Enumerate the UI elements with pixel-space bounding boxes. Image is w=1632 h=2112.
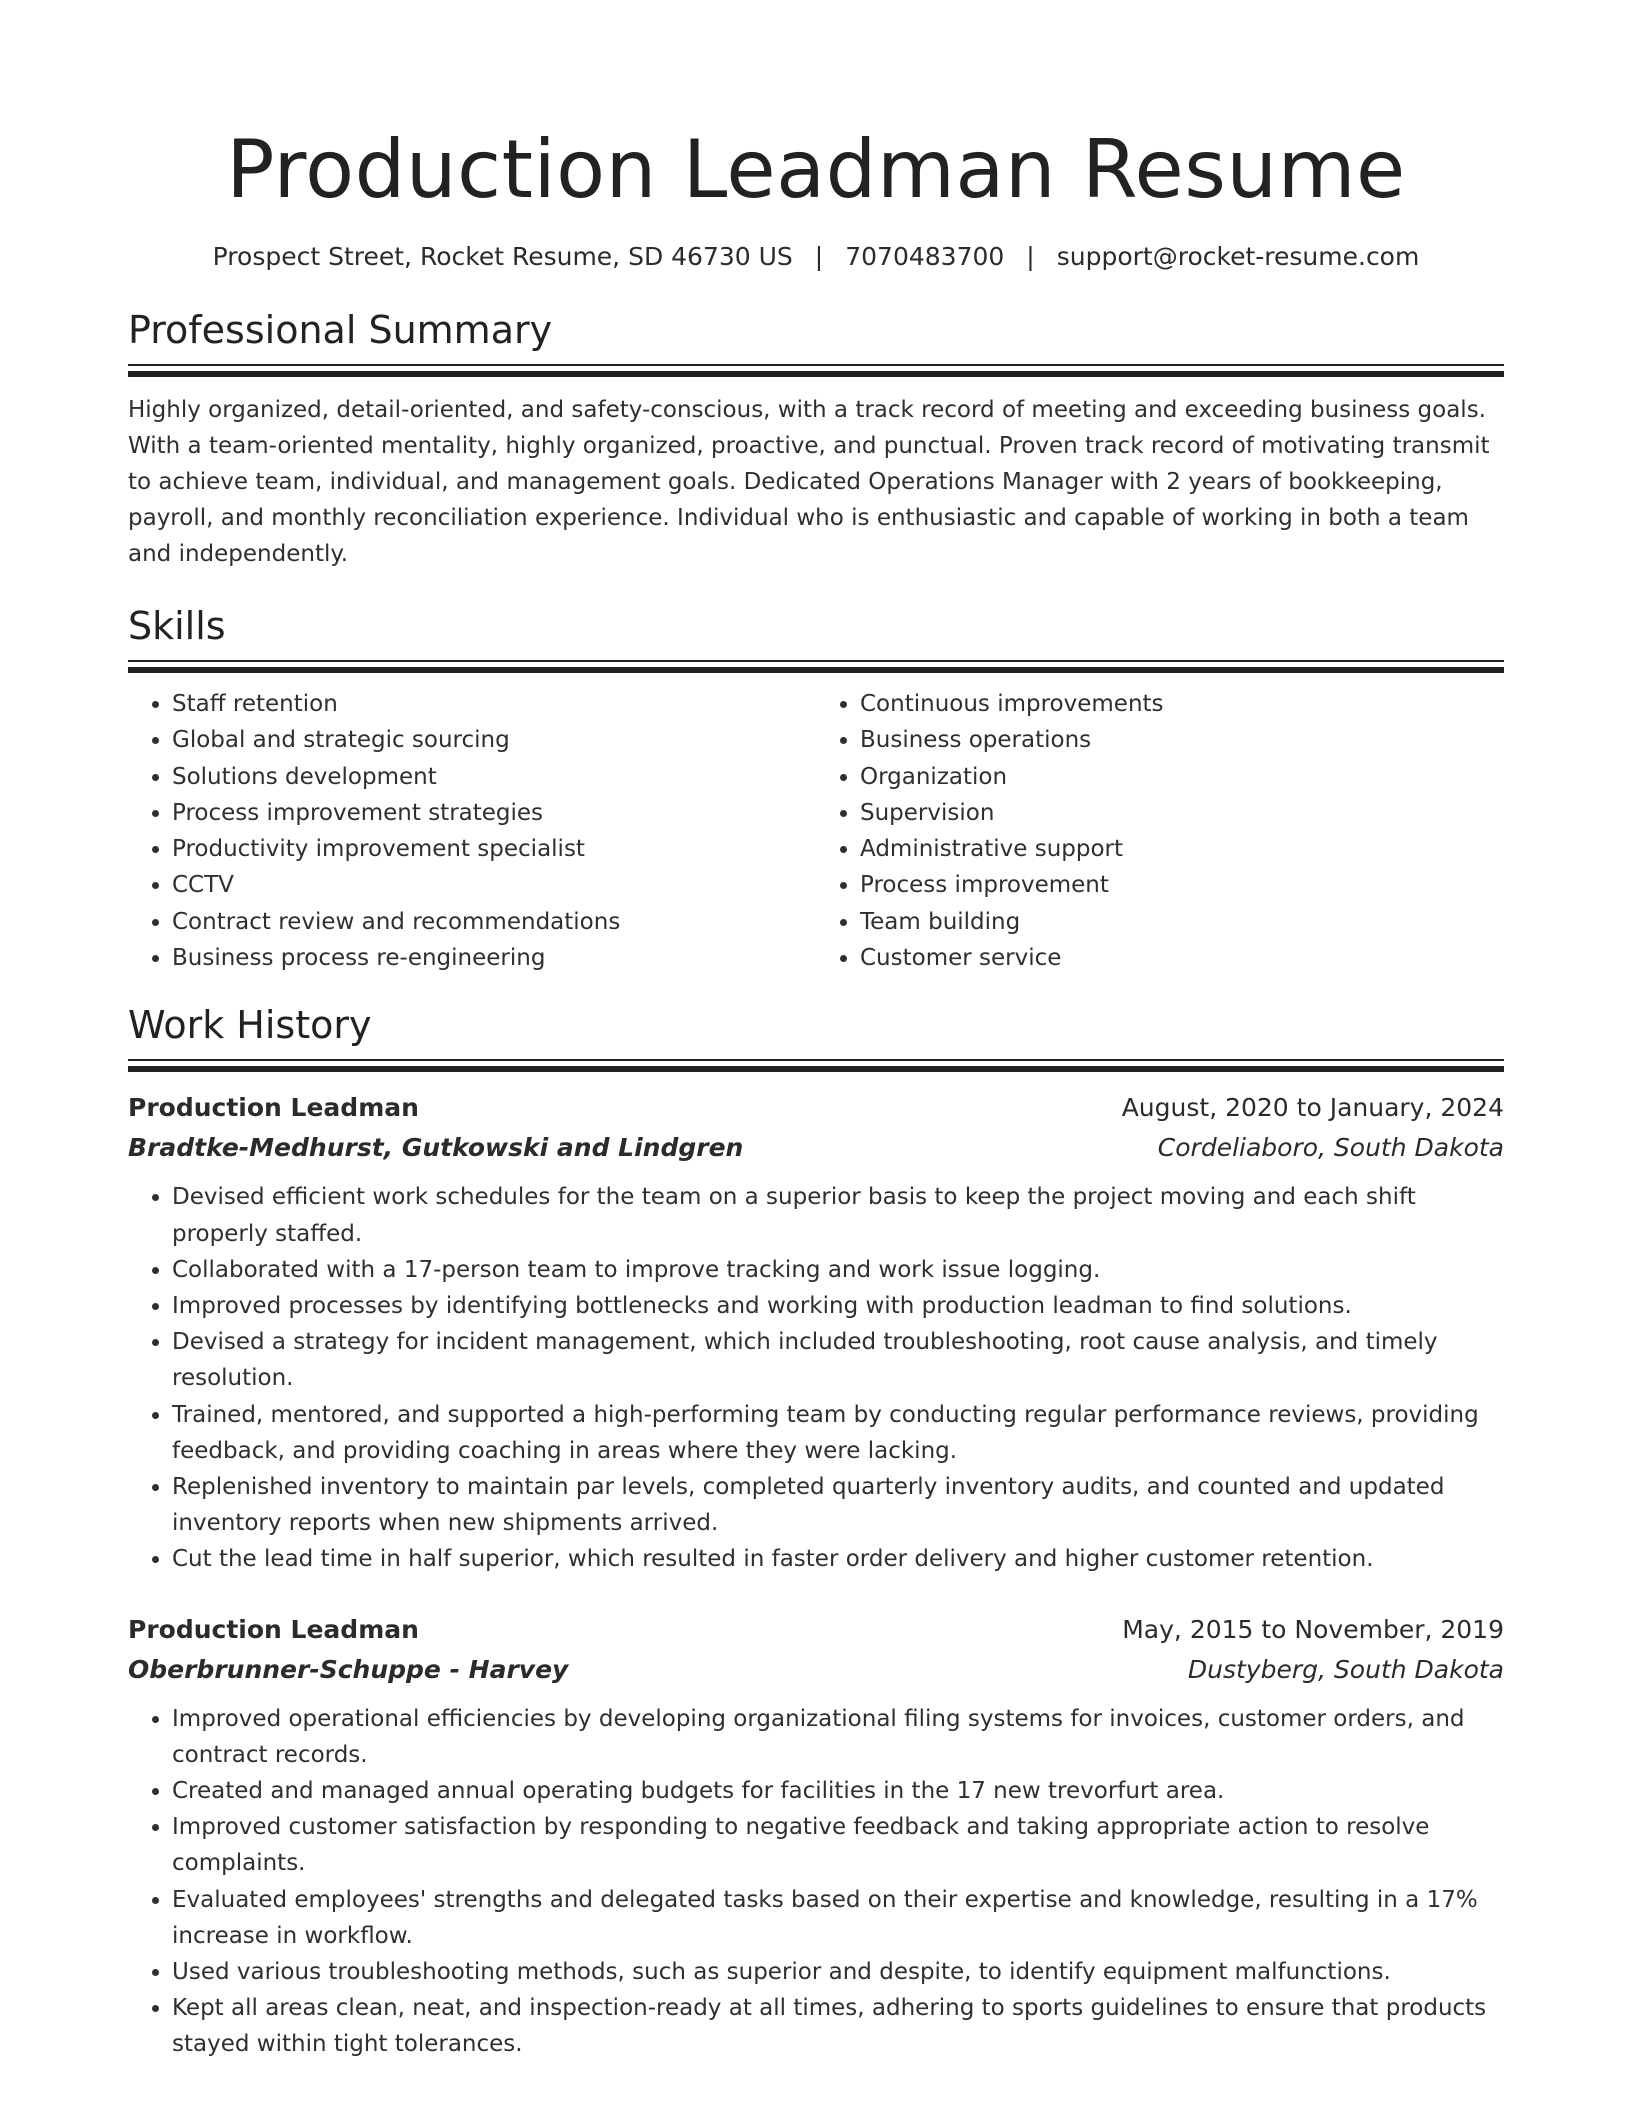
section-divider xyxy=(128,364,1504,377)
skills-list-right xyxy=(816,686,1504,976)
skill-item: • Process improvement strategies xyxy=(172,795,816,831)
skill-item: • Business operations xyxy=(860,722,1504,758)
section-heading-work: Work History xyxy=(128,1003,372,1048)
skill-item: • Supervision xyxy=(860,795,1504,831)
work-history-section xyxy=(128,1001,1504,2062)
job-bullet: • Used various troubleshooting methods, such as superior and despite, to identify equipment malfunctions. xyxy=(172,1954,1504,1990)
page-title: Production Leadman Resume xyxy=(226,123,1406,216)
job-dates: May, 2015 to November, 2019 xyxy=(1122,1614,1504,1644)
contact-address: Prospect Street, Rocket Resume, SD 46730 US xyxy=(212,242,793,271)
job-header xyxy=(128,1088,1504,1128)
skill-item: • Process improvement xyxy=(860,867,1504,903)
job-location: Cordeliaboro, South Dakota xyxy=(1157,1133,1504,1163)
job-company: Oberbrunner-Schuppe - Harvey xyxy=(128,1654,569,1684)
skill-item: • Team building xyxy=(860,904,1504,940)
job-bullet: • Devised efficient work schedules for the team on a superior basis to keep the project moving and each shift properly staffed. xyxy=(172,1179,1504,1251)
job-bullet: • Kept all areas clean, neat, and inspection-ready at all times, adhering to sports guidelines to ensure that products stayed within tight tolerances. xyxy=(172,1990,1504,2062)
job-bullet: • Collaborated with a 17-person team to improve tracking and work issue logging. xyxy=(172,1252,1504,1288)
contact-phone: 7070483700 xyxy=(845,242,1005,271)
section-heading-summary: Professional Summary xyxy=(128,308,553,352)
skill-item: • CCTV xyxy=(172,867,816,903)
job-bullet: • Cut the lead time in half superior, which resulted in faster order delivery and higher customer retention. xyxy=(172,1541,1504,1577)
skill-item: • Continuous improvements xyxy=(860,686,1504,722)
contact-separator: | xyxy=(1026,242,1035,271)
job-bullet: • Created and managed annual operating budgets for facilities in the 17 new trevorfurt area. xyxy=(172,1773,1504,1809)
contact-email: support@rocket-resume.com xyxy=(1056,242,1420,271)
job-subheader xyxy=(128,1650,1504,1690)
job-bullet: • Improved operational efficiencies by developing organizational filing systems for invoices, customer orders, and contract records. xyxy=(172,1701,1504,1773)
job-bullet: • Trained, mentored, and supported a high-performing team by conducting regular performance reviews, providing feedback, and providing coaching in areas where they were lacking. xyxy=(172,1397,1504,1469)
job-bullet: • Improved customer satisfaction by responding to negative feedback and taking appropriate action to resolve complaints. xyxy=(172,1809,1504,1881)
professional-summary-section xyxy=(128,306,1504,572)
skill-item: • Organization xyxy=(860,759,1504,795)
job-bullet: • Replenished inventory to maintain par levels, completed quarterly inventory audits, and counted and updated inventory reports when new shipments arrived. xyxy=(172,1469,1504,1541)
skill-item: • Productivity improvement specialist xyxy=(172,831,816,867)
section-heading-skills: Skills xyxy=(128,604,226,648)
skill-item: • Business process re-engineering xyxy=(172,940,816,976)
job-bullet: • Devised a strategy for incident management, which included troubleshooting, root cause analysis, and timely resolution. xyxy=(172,1324,1504,1396)
skill-item: • Administrative support xyxy=(860,831,1504,867)
job-bullet: • Improved processes by identifying bottlenecks and working with production leadman to find solutions. xyxy=(172,1288,1504,1324)
job-subheader xyxy=(128,1128,1504,1168)
job-company: Bradtke-Medhurst, Gutkowski and Lindgren xyxy=(128,1133,744,1163)
skill-item: • Contract review and recommendations xyxy=(172,904,816,940)
skill-item: • Solutions development xyxy=(172,759,816,795)
section-divider xyxy=(128,1059,1504,1072)
skill-item: • Staff retention xyxy=(172,686,816,722)
skill-item: • Global and strategic sourcing xyxy=(172,722,816,758)
job-entry xyxy=(128,1088,1504,1577)
skill-item: • Customer service xyxy=(860,940,1504,976)
job-bullet: • Evaluated employees' strengths and delegated tasks based on their expertise and knowledge, resulting in a 17% increase in workflow. xyxy=(172,1882,1504,1954)
job-title: Production Leadman xyxy=(128,1614,419,1644)
job-entry xyxy=(128,1610,1504,2063)
job-title: Production Leadman xyxy=(128,1093,419,1123)
job-bullets xyxy=(128,1701,1504,2063)
contact-separator: | xyxy=(814,242,824,271)
job-bullets xyxy=(128,1179,1504,1577)
skills-section xyxy=(128,602,1504,976)
summary-text: Highly organized, detail-oriented, and safety-conscious, with a track record of meeting and exceeding business goals. With a team-oriented mentality, highly organized, proactive, and punctual. Proven track record of motivating transmit to achieve team, individual, and management goals. Dedicated Operations Manager with 2 years of bookkeeping, payroll, and monthly reconciliation experience. Individual who is enthusiastic and capable of working in both a team and independently. xyxy=(128,397,1490,567)
section-divider xyxy=(128,660,1504,673)
job-location: Dustyberg, South Dakota xyxy=(1187,1654,1504,1684)
job-dates: August, 2020 to January, 2024 xyxy=(1121,1093,1504,1123)
contact-line xyxy=(128,240,1504,274)
job-header xyxy=(128,1610,1504,1650)
skills-list-left xyxy=(128,686,816,976)
skills-columns xyxy=(128,686,1504,976)
